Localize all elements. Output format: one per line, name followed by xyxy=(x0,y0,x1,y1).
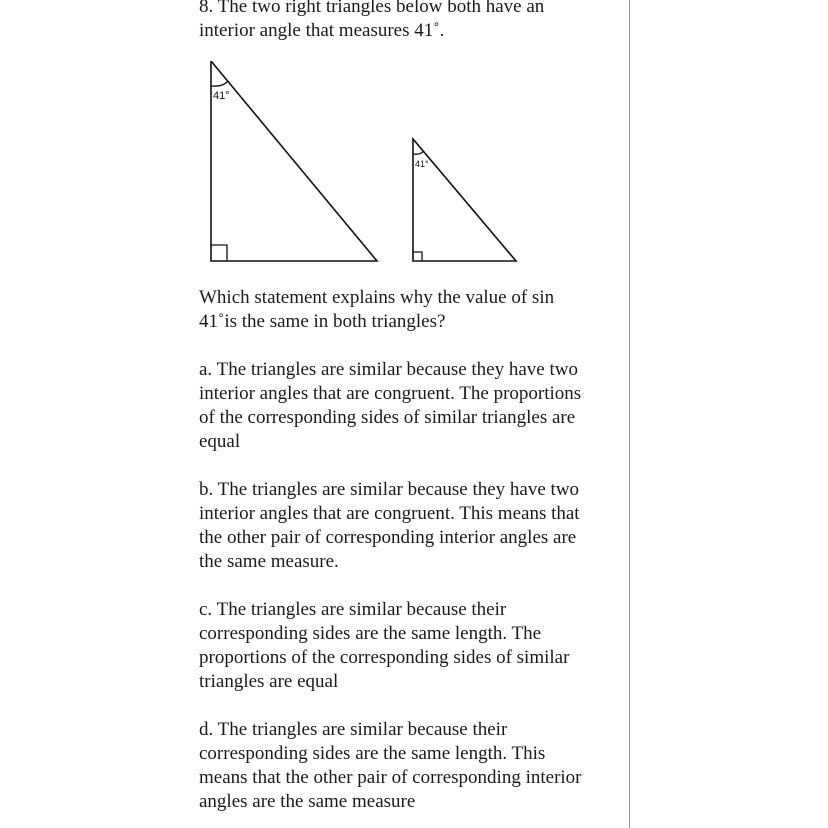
large-triangle-right-angle-mark xyxy=(211,245,227,261)
spacer xyxy=(199,454,624,478)
question-stem xyxy=(199,0,624,43)
large-triangle-angle-arc xyxy=(211,81,228,86)
small-triangle xyxy=(413,139,516,261)
question-line: interior angle that measures 41˚. xyxy=(199,20,445,41)
option-line: triangles are equal xyxy=(199,671,339,692)
option-line: interior angles that are congruent. The proportions xyxy=(199,383,582,404)
triangles-figure xyxy=(199,61,624,279)
page-margin-rule xyxy=(629,0,630,828)
prompt-line: Which statement explains why the value of sin xyxy=(199,287,555,308)
option-b xyxy=(199,478,624,574)
option-line: a. The triangles are similar because they have two xyxy=(199,359,578,380)
small-triangle-outline xyxy=(413,139,516,261)
large-triangle-outline xyxy=(211,61,377,261)
option-line: means that the other pair of corresponding interior xyxy=(199,767,582,788)
option-a xyxy=(199,358,624,454)
spacer xyxy=(199,574,624,598)
option-line: equal xyxy=(199,431,241,452)
question-block xyxy=(199,0,624,814)
option-line: the same measure. xyxy=(199,551,339,572)
spacer xyxy=(199,694,624,718)
small-triangle-angle-arc xyxy=(413,151,423,154)
question-line: 8. The two right triangles below both have an xyxy=(199,0,545,17)
option-line: b. The triangles are similar because they have two xyxy=(199,479,580,500)
prompt-line: 41˚is the same in both triangles? xyxy=(199,311,446,332)
triangles-diagram xyxy=(199,61,624,279)
option-line: the other pair of corresponding interior angles are xyxy=(199,527,577,548)
question-prompt xyxy=(199,286,624,334)
option-line: proportions of the corresponding sides of similar xyxy=(199,647,570,668)
small-triangle-angle-label: 41° xyxy=(415,159,429,169)
large-triangle-angle-label: 41° xyxy=(213,90,230,102)
option-d xyxy=(199,718,624,814)
option-line: angles are the same measure xyxy=(199,791,416,812)
small-triangle-right-angle-mark xyxy=(413,252,422,261)
large-triangle xyxy=(211,61,377,261)
option-line: c. The triangles are similar because their xyxy=(199,599,507,620)
option-c xyxy=(199,598,624,694)
option-line: of the corresponding sides of similar triangles are xyxy=(199,407,576,428)
option-line: interior angles that are congruent. This means that xyxy=(199,503,580,524)
option-line: d. The triangles are similar because their xyxy=(199,719,508,740)
option-line: corresponding sides are the same length. This xyxy=(199,743,546,764)
option-line: corresponding sides are the same length. The xyxy=(199,623,542,644)
spacer xyxy=(199,334,624,358)
